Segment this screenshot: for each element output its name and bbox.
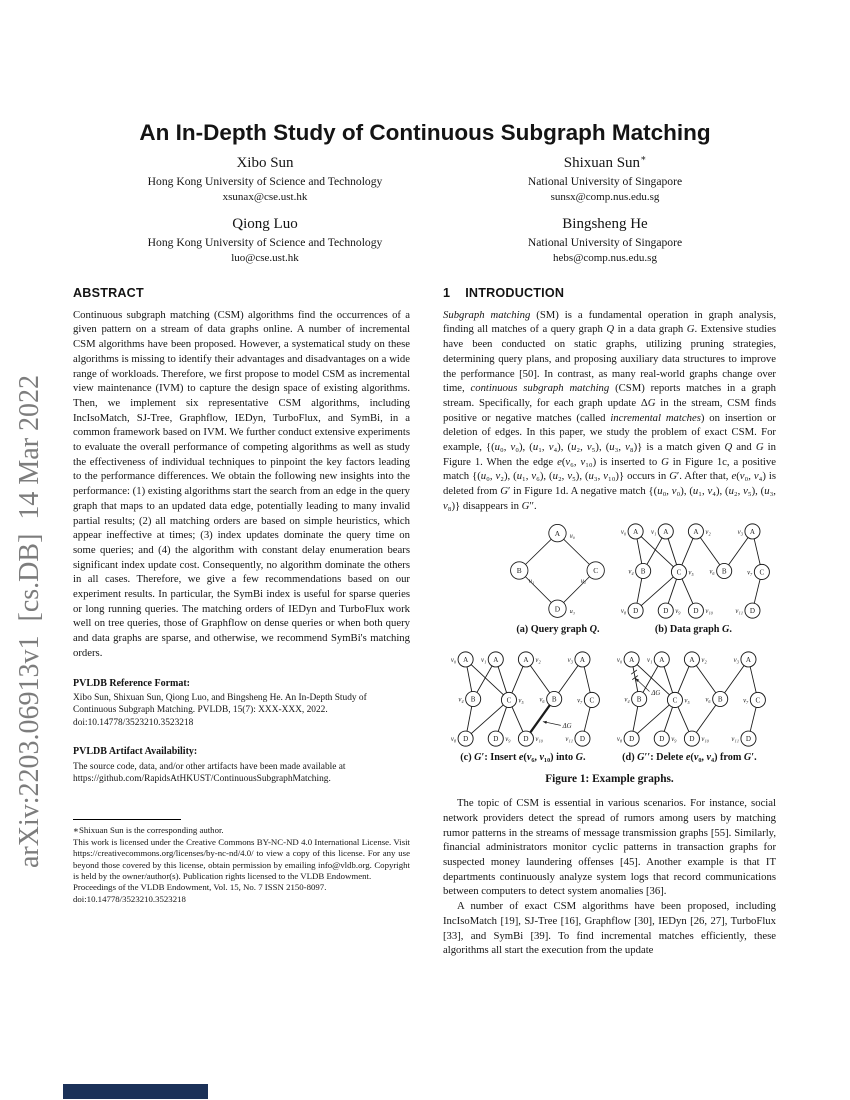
footnote-corresponding: ∗Shixuan Sun is the corresponding author. xyxy=(73,825,224,836)
svg-text:B: B xyxy=(517,565,523,575)
svg-text:A: A xyxy=(659,655,665,664)
svg-text:A: A xyxy=(689,655,695,664)
bottom-artifact-bar xyxy=(63,1084,208,1099)
svg-text:A: A xyxy=(746,655,752,664)
svg-text:v₅: v₅ xyxy=(518,697,524,705)
footnote-proceedings: Proceedings of the VLDB Endowment, Vol. 15, No. 7 ISSN 2150-8097. xyxy=(73,882,327,893)
svg-text:v₂: v₂ xyxy=(701,656,708,664)
svg-text:C: C xyxy=(759,568,765,577)
svg-text:v₁₁: v₁₁ xyxy=(731,735,740,743)
svg-text:D: D xyxy=(523,734,529,743)
figure-caption: Figure 1: Example graphs. xyxy=(545,772,674,785)
svg-text:A: A xyxy=(629,655,635,664)
footnote-doi[interactable]: doi:10.14778/3523210.3523218 xyxy=(73,893,186,904)
intro-paragraph-3: A number of exact CSM algorithms have been proposed, including IncIsoMatch [19], SJ-Tree [16], Graphflow [30], IEDyn [26, 27], TurboFlux [33], and SymBi [39]. To find incremental matches efficiently, these algorithms all start the execution from the update xyxy=(443,900,776,957)
subfigure-insert-graph xyxy=(443,650,603,764)
svg-text:A: A xyxy=(579,655,585,664)
svg-text:A: A xyxy=(750,527,756,536)
svg-text:A: A xyxy=(523,655,529,664)
subfigure-caption-c: (c) G′: Insert e(v₆, v₁₀) into G. xyxy=(460,751,586,763)
subfigure-caption-d: (d) G′′: Delete e(v₀, v₄) from G′. xyxy=(622,751,757,763)
svg-text:A: A xyxy=(462,655,468,664)
svg-text:C: C xyxy=(755,696,761,705)
svg-text:B: B xyxy=(718,695,723,704)
svg-text:v₆: v₆ xyxy=(539,696,545,704)
author-3 xyxy=(95,214,435,264)
svg-text:v₅: v₅ xyxy=(684,697,691,705)
author-affiliation: National University of Singapore xyxy=(527,175,683,188)
author-email[interactable]: luo@cse.ust.hk xyxy=(231,252,299,264)
figure-row-1 xyxy=(443,521,776,636)
data-graph-svg xyxy=(613,522,773,620)
svg-text:v₁₀: v₁₀ xyxy=(705,607,714,615)
abstract-heading: ABSTRACT xyxy=(73,286,144,300)
author-name: Qiong Luo xyxy=(232,216,298,232)
pvldb-reference-text: Xibo Sun, Shixuan Sun, Qiong Luo, and Bingsheng He. An In-Depth Study of Continuous Subgraph Matching. PVLDB, 15(7): XXX-XXX, 2022. xyxy=(73,692,367,716)
svg-text:A: A xyxy=(663,527,669,536)
subfigure-delete-graph xyxy=(603,650,776,764)
svg-text:D: D xyxy=(689,734,695,743)
subfigure-data-graph xyxy=(603,522,776,636)
author-1 xyxy=(95,153,435,203)
svg-text:B: B xyxy=(641,567,646,576)
pvldb-reference-section xyxy=(73,678,410,730)
svg-text:v₆: v₆ xyxy=(709,568,716,576)
author-2 xyxy=(435,153,775,203)
svg-text:ΔG: ΔG xyxy=(562,722,572,730)
svg-text:v₁₀: v₁₀ xyxy=(701,735,710,743)
svg-text:v₇: v₇ xyxy=(747,569,753,577)
author-4 xyxy=(435,214,775,264)
right-column xyxy=(443,286,776,958)
svg-text:D: D xyxy=(462,734,468,743)
author-affiliation: Hong Kong University of Science and Technology xyxy=(147,175,383,188)
footnote-license: This work is licensed under the Creative Commons BY-NC-ND 4.0 International License. Visit https://creativecommons.org/licenses/by-nc-nd/4.0/ to view a copy of this license. For any use beyond those covered by this license, obtain permission by emailing info@vldb.org. Copyright is held by the owner/author(s). Publication rights licensed to the VLDB Endowment. xyxy=(73,836,410,882)
svg-text:B: B xyxy=(722,567,727,576)
author-name: Xibo Sun xyxy=(236,155,294,171)
svg-text:v₉: v₉ xyxy=(671,735,677,743)
left-column xyxy=(73,286,410,905)
svg-text:C: C xyxy=(506,696,512,705)
svg-text:B: B xyxy=(551,695,557,704)
footnote-rule xyxy=(73,819,181,820)
svg-text:ΔG: ΔG xyxy=(651,689,661,697)
svg-text:v₈: v₈ xyxy=(617,735,623,743)
subfigure-caption-b: (b) Data graph G. xyxy=(654,623,732,635)
svg-text:D: D xyxy=(746,734,752,743)
pvldb-artifact-text[interactable]: The source code, data, and/or other artifacts have been made available at https://github.com/RapidsAtHKUST/ContinuousSubgraphMatching. xyxy=(73,761,346,785)
svg-text:u₀: u₀ xyxy=(570,532,576,540)
svg-text:u₂: u₂ xyxy=(581,577,587,585)
svg-text:C: C xyxy=(672,696,678,705)
author-email[interactable]: xsunax@cse.ust.hk xyxy=(222,191,308,203)
svg-text:v₁₁: v₁₁ xyxy=(735,607,744,615)
svg-text:D: D xyxy=(579,734,585,743)
svg-text:v₅: v₅ xyxy=(688,569,695,577)
svg-text:B: B xyxy=(470,695,476,704)
svg-text:v₈: v₈ xyxy=(450,735,457,743)
svg-text:v₃: v₃ xyxy=(567,656,573,664)
svg-text:v₀: v₀ xyxy=(450,656,457,664)
svg-text:v₉: v₉ xyxy=(505,735,511,743)
pvldb-reference-doi[interactable]: doi:10.14778/3523210.3523218 xyxy=(73,717,194,728)
svg-text:v₄: v₄ xyxy=(624,696,631,704)
author-affiliation: National University of Singapore xyxy=(527,236,683,249)
subfigure-caption-a: (a) Query graph Q. xyxy=(516,623,600,635)
intro-paragraph-1: Subgraph matching (SM) is a fundamental operation in graph analysis, finding all matches of a query graph Q in a data graph G. Extensive studies have been conducted on static graphs, utilizing pruning strategies, determining query plans, and proposing auxiliary data structures to improve the performance [50]. In contrast, as many real-world graphs change over time, continuous subgraph matching (CSM) reports matches in a graph stream. Specifically, for each graph update ΔG in the stream, CSM finds positive or negative matches (called incremental matches) on insertion or deletion of edges. In this paper, we study the problem of exact CSM. For example, {(u₀, v₀), (u₁, v₄), (u₂, v₅), (u₃, v₈)} is a match given Q and G in Figure 1. When the edge e(v₆, v₁₀) is inserted to G in Figure 1c, a positive match {(u₀, v₂), (u₁, v₆), (u₂, v₅), (u₃, v₁₀)} occurs in G′. After that, e(v₀, v₄) is deleted from G′ in Figure 1d. A negative match {(u₀, v₀), (u₁, v₄), (u₂, v₅), (u₃, v₈)} disappears in G′′. xyxy=(443,308,777,512)
svg-text:C: C xyxy=(593,565,599,575)
figure-1 xyxy=(443,521,776,787)
svg-text:v₆: v₆ xyxy=(705,696,712,704)
svg-text:D: D xyxy=(659,734,665,743)
figure-row-2 xyxy=(443,650,776,764)
section-title: INTRODUCTION xyxy=(465,286,565,300)
svg-text:v₁: v₁ xyxy=(647,656,653,664)
svg-text:B: B xyxy=(637,695,642,704)
svg-text:u₃: u₃ xyxy=(570,607,576,615)
svg-text:v₃: v₃ xyxy=(737,528,744,536)
svg-text:v₇: v₇ xyxy=(576,697,583,705)
pvldb-reference-heading: PVLDB Reference Format: xyxy=(73,677,190,689)
author-block xyxy=(95,153,775,264)
svg-text:v₂: v₂ xyxy=(535,656,541,664)
svg-text:v₁: v₁ xyxy=(651,528,657,536)
svg-text:A: A xyxy=(633,527,639,536)
author-name: Shixuan Sun∗ xyxy=(563,153,647,171)
svg-text:C: C xyxy=(589,696,595,705)
abstract-text: Continuous subgraph matching (CSM) algorithms find the occurrences of a given pattern on a stream of data graphs online. A number of incremental CSM algorithms have been proposed. However, a systematical study on these algorithms is missing to identify their advantages and disadvantages on a wide range of workloads. Therefore, we first propose to model CSM as incremental view maintenance (IVM) to capture the design space of existing algorithms. Then, we implement six representative CSM algorithms, including IncIsoMatch, SJ-Tree, Graphflow, IEDyn, TurboFlux, and SymBi, in a common framework based on IVM. We further conduct extensive experiments to evaluate the overall performance of competing algorithms as well as study the effectiveness of individual techniques to pinpoint the key factors leading to the performance differences. We obtain the following new insights into the performance: (1) existing algorithms start the search from an edge in the query graph that maps to an updated data edge, potentially leading to many invalid partial results; (2) all matching orders are based on simple heuristics, which appear ineffective at times; (3) index updates dominate the query time on some queries; and (4) the algorithm with constant delay enumeration bears significant index update cost. Consequently, no algorithm dominate the others in all cases. Therefore, we give a few recommendations based on our experiment results. In particular, the SymBi index is useful for sparse queries or long running queries. The matching orders of IEDyn and TurboFlux work well on tree queries, those of Graphflow on dense queries or when both query and data graphs are sparse, and otherwise, we recommend SymBi's matching orders. xyxy=(73,308,410,659)
svg-text:v₉: v₉ xyxy=(675,607,681,615)
svg-text:A: A xyxy=(555,528,561,538)
svg-text:D: D xyxy=(693,606,699,615)
svg-text:v₀: v₀ xyxy=(621,528,627,536)
svg-text:D: D xyxy=(663,606,669,615)
svg-text:v₀: v₀ xyxy=(617,656,623,664)
svg-text:A: A xyxy=(493,655,499,664)
svg-text:C: C xyxy=(676,568,682,577)
author-email[interactable]: sunsx@comp.nus.edu.sg xyxy=(550,191,660,203)
insert-graph-svg xyxy=(443,650,603,748)
author-email[interactable]: hebs@comp.nus.edu.sg xyxy=(553,252,657,264)
svg-text:D: D xyxy=(629,734,635,743)
svg-text:v₁: v₁ xyxy=(480,656,487,664)
svg-text:D: D xyxy=(555,603,561,613)
section-number: 1 xyxy=(443,286,451,300)
subfigure-query-graph xyxy=(443,521,603,636)
footnotes xyxy=(73,825,410,905)
svg-text:v₄: v₄ xyxy=(628,568,635,576)
svg-text:v₃: v₃ xyxy=(733,656,740,664)
svg-text:v₈: v₈ xyxy=(621,607,627,615)
paper-title: An In-Depth Study of Continuous Subgraph Matching xyxy=(139,120,711,146)
svg-text:v₂: v₂ xyxy=(705,528,712,536)
author-note: ∗ xyxy=(640,153,647,163)
svg-text:v₁₀: v₁₀ xyxy=(535,735,543,743)
intro-paragraph-2: The topic of CSM is essential in various scenarios. For instance, social network providers detect the spread of rumors among users by matching rumor patterns in the streams of message transmission graphs [55]. Similarly, financial administrators monitor cyclic patterns in transaction graphs for suspected money laundering offenses [45]. Another example is that IT departments continuously analyze system logs that record communications between computers to detect system anomalies [36]. xyxy=(443,797,776,898)
svg-text:D: D xyxy=(750,606,756,615)
pvldb-artifact-section xyxy=(73,746,410,785)
svg-text:A: A xyxy=(693,527,699,536)
author-name: Bingsheng He xyxy=(562,216,648,232)
pvldb-artifact-heading: PVLDB Artifact Availability: xyxy=(73,746,198,758)
svg-text:D: D xyxy=(493,734,499,743)
introduction-heading xyxy=(443,286,776,301)
svg-text:D: D xyxy=(633,606,639,615)
svg-text:v₄: v₄ xyxy=(458,696,464,704)
svg-text:v₇: v₇ xyxy=(743,697,749,705)
delete-graph-svg xyxy=(609,650,769,748)
author-affiliation: Hong Kong University of Science and Technology xyxy=(147,236,383,249)
arxiv-watermark: arXiv:2203.06913v1 [cs.DB] 14 Mar 2022 xyxy=(14,374,45,868)
svg-text:v₁₁: v₁₁ xyxy=(565,735,573,743)
svg-text:u₁: u₁ xyxy=(529,577,535,585)
